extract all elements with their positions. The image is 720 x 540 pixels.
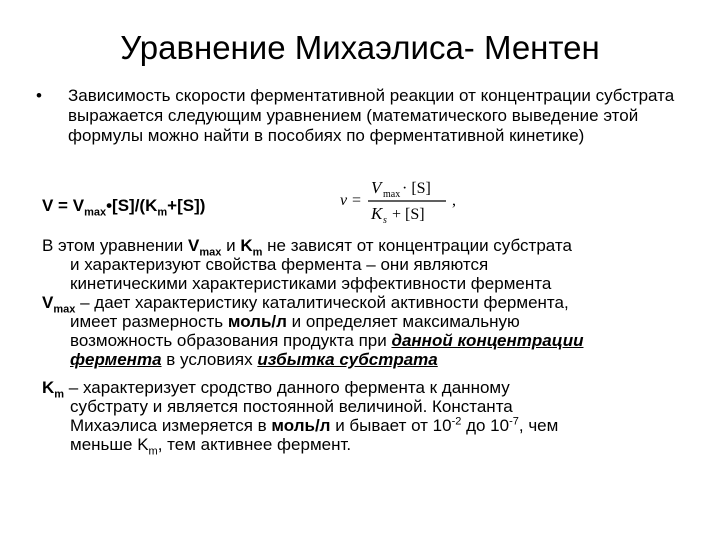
eq-max-sub: max [84, 206, 107, 219]
formula-denom-rest: + [S] [392, 206, 425, 223]
bullet-text: Зависимость скорости ферментативной реакции от концентрации субстрата выражается следующим уравнением (математического выведение этой формулы можно найти в пособиях по ферментативной кинетике) [68, 86, 675, 145]
formula-v: v [340, 192, 348, 209]
para3-line1: $K_m$ – характеризует сродство данного фермента к данному [42, 378, 510, 401]
formula-vmax-sub: max [383, 189, 401, 200]
formula-vmax: V [371, 178, 382, 197]
eq-mid: •[S]/(K [106, 196, 158, 215]
para2-line3: возможность образования продукта при данной концентрации [70, 331, 584, 350]
para1-line3: кинетическими характеристиками эффективности фермента [70, 274, 552, 293]
paragraph-vmax-km [42, 236, 682, 293]
paragraph-vmax [42, 293, 682, 369]
formula-numer-rest: · [S] [402, 180, 431, 197]
formula-ks: K [371, 204, 383, 223]
formula-comma: , [452, 192, 456, 209]
para2-line1: $V_{max}$ – дает характеристику каталитической активности фермента, [42, 293, 569, 316]
para2-line4: фермента в условиях избытка субстрата [70, 350, 438, 369]
para3-line2: субстрату и является постоянной величиной. Константа [70, 397, 513, 416]
para1-line2: и характеризуют свойства фермента – они являются [70, 255, 489, 274]
bullet-item [36, 86, 676, 146]
eq-end: +[S]) [167, 196, 206, 215]
equation-text [42, 196, 206, 219]
para3-line3: Михаэлиса измеряется в моль/л и бывает от $10^{-2}$ до $10^{-7}$, чем [70, 415, 559, 435]
eq-m-sub: m [157, 206, 168, 219]
para1-line1: В этом уравнении $V_{max}$ и $K_m$ не зависят от концентрации субстрата [42, 236, 572, 259]
formula-ks-sub: s [383, 215, 387, 226]
paragraph-km [42, 378, 682, 458]
para3-line4: меньше $K_m$, тем активнее фермент. [70, 435, 352, 458]
formula-eq: = [352, 192, 362, 209]
formula-image [338, 172, 468, 228]
slide-title: Уравнение Михаэлиса- Ментен [120, 29, 600, 66]
para2-line2: имеет размерность моль/л и определяет максимальную [70, 312, 520, 331]
bullet-mark: • [36, 86, 42, 105]
eq-v: V = V [42, 196, 85, 215]
